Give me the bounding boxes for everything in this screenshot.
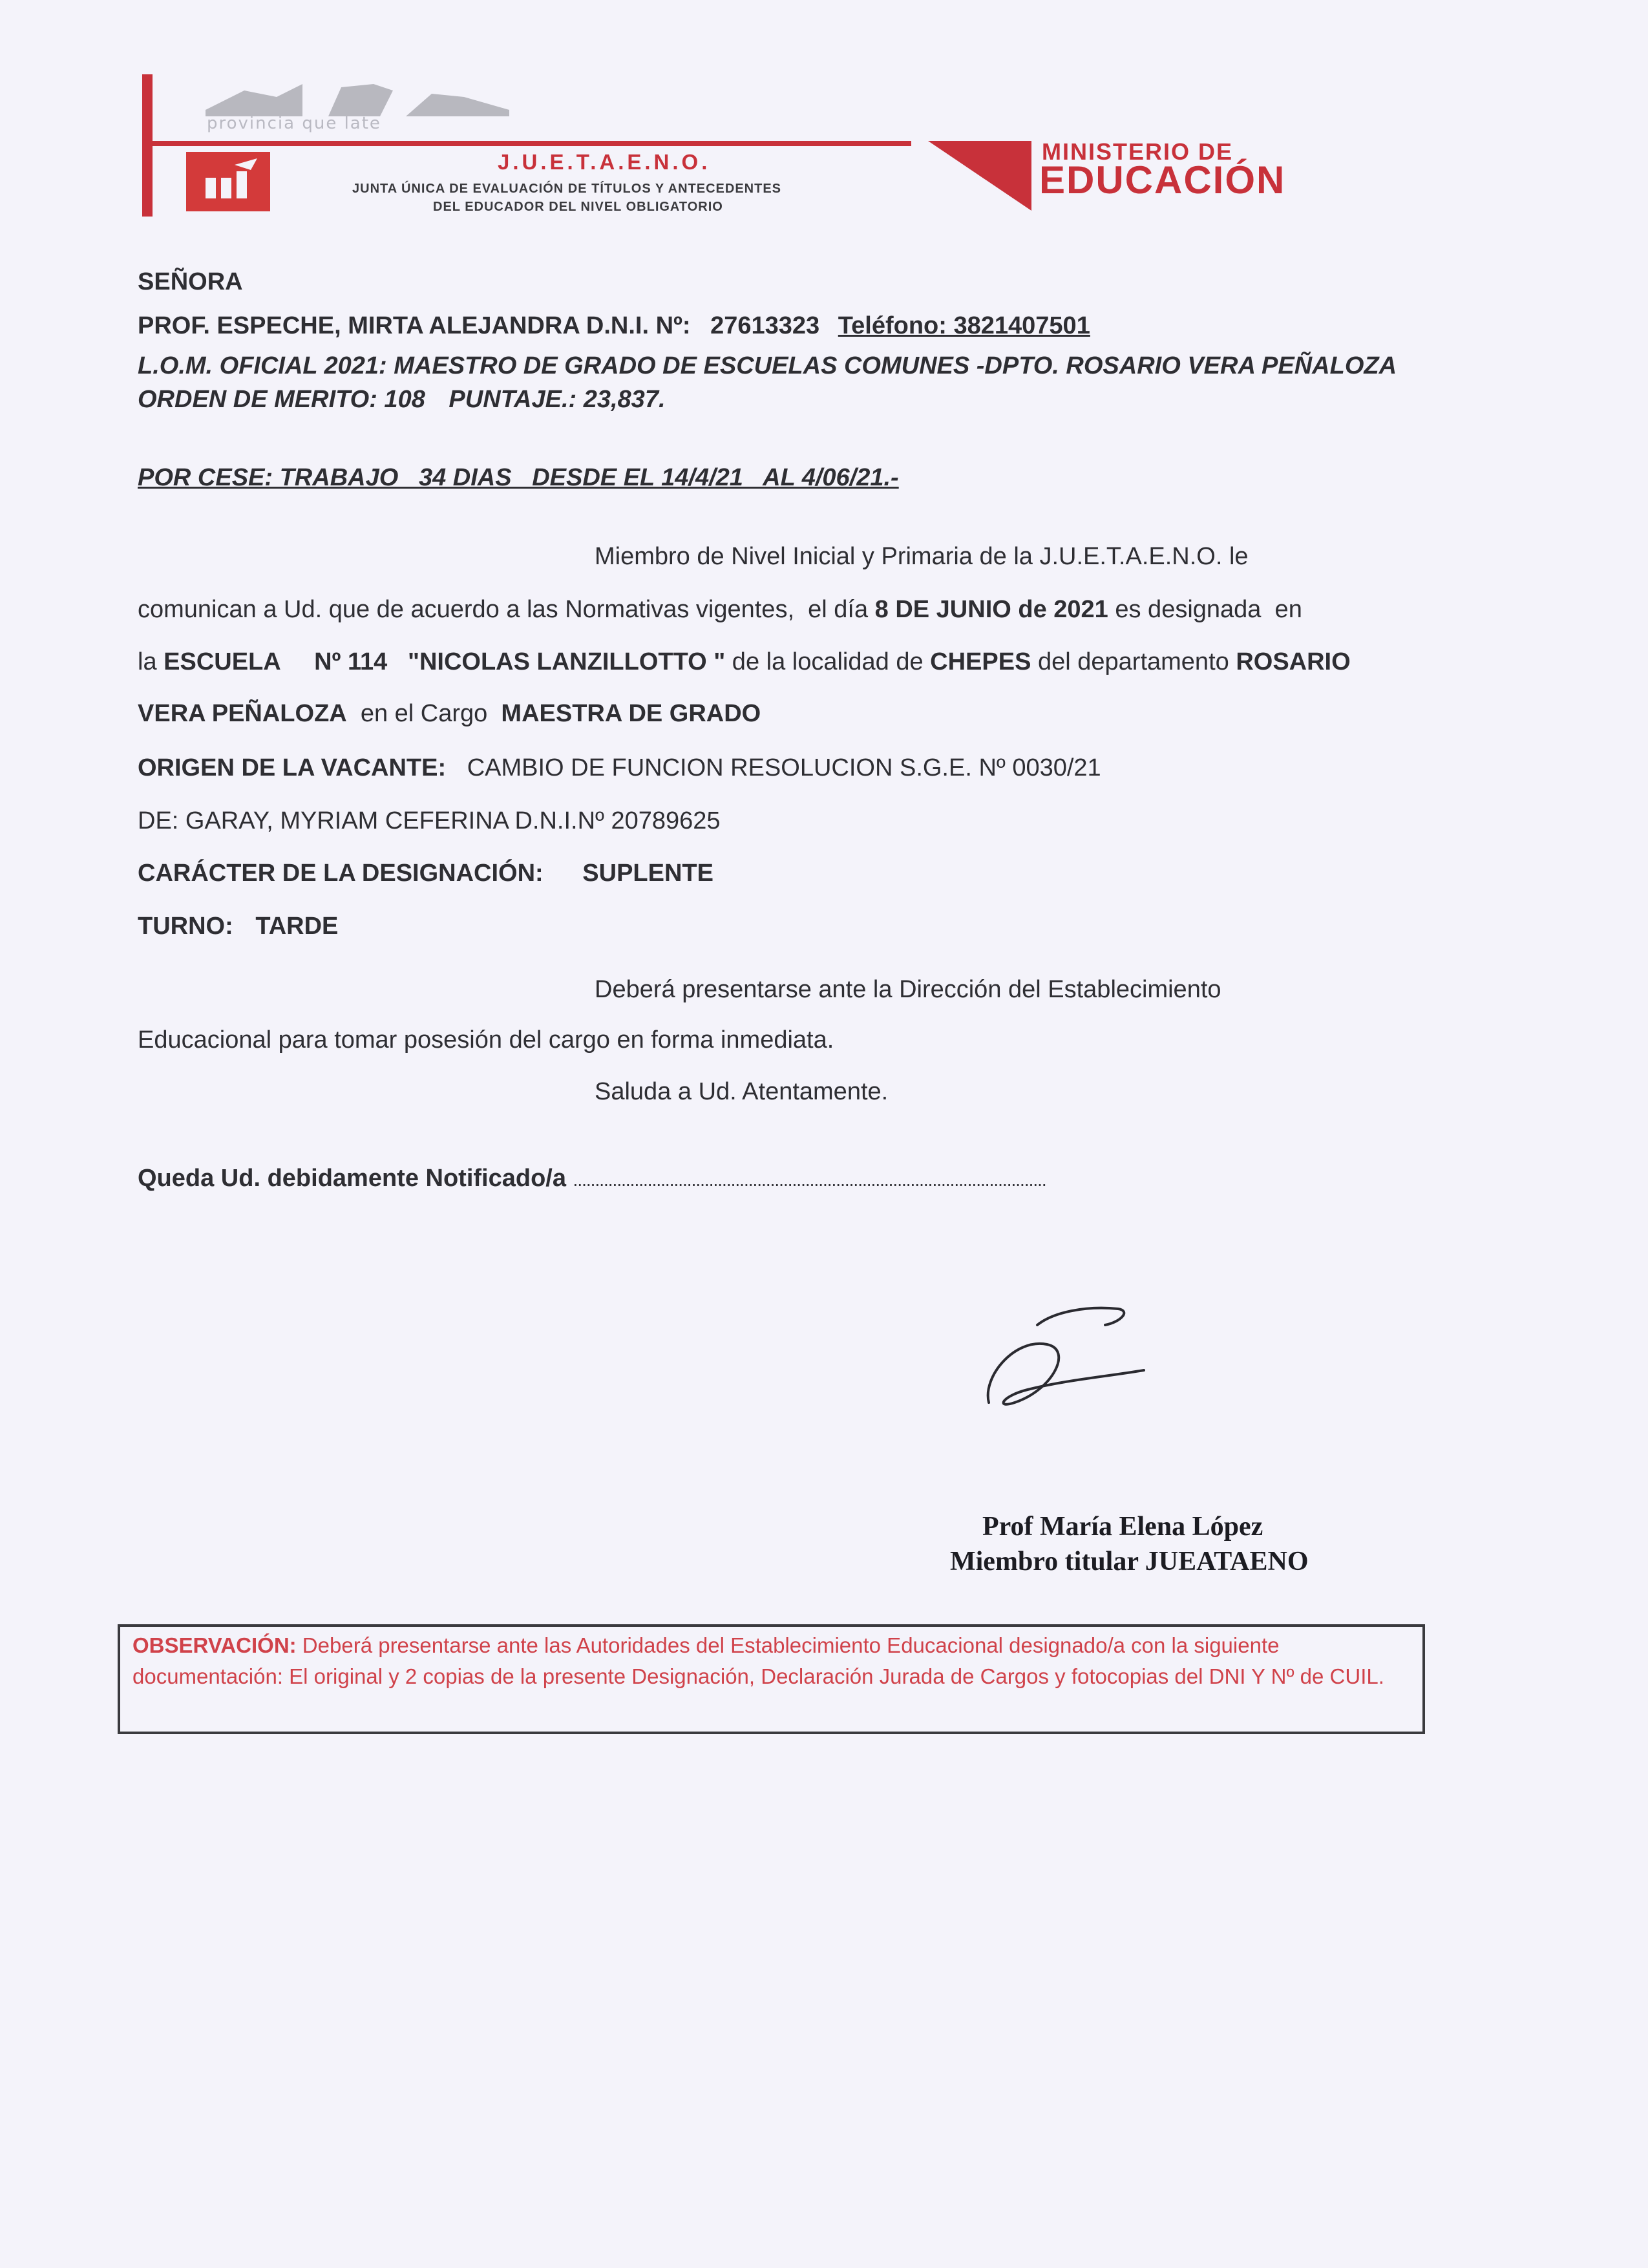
- text-segment: es designada en: [1108, 596, 1302, 623]
- vacancy-origin-line: [138, 754, 1101, 782]
- closing-greeting: Saluda a Ud. Atentamente.: [595, 1078, 889, 1105]
- ministry-title-line2: EDUCACIÓN: [1039, 158, 1286, 202]
- ministry-logo-shape: [928, 141, 1031, 211]
- paragraph2-line2: Educacional para tomar posesión del cargo en forma inmediata.: [138, 1026, 834, 1054]
- paragraph1-line4: [138, 700, 761, 728]
- paragraph1-line1: Miembro de Nivel Inicial y Primaria de la J.U.E.T.A.E.N.O. le: [595, 543, 1249, 570]
- previous-holder-line: DE: GARAY, MYRIAM CEFERINA D.N.I.Nº 20789625: [138, 807, 721, 834]
- vacancy-origin-label: ORIGEN DE LA VACANTE:: [138, 754, 447, 781]
- salutation: SEÑORA: [138, 268, 243, 295]
- lom-line: L.O.M. OFICIAL 2021: MAESTRO DE GRADO DE ESCUELAS COMUNES -DPTO. ROSARIO VERA PEÑALOZA: [138, 352, 1397, 379]
- signatory-name: Prof María Elena López: [982, 1512, 1263, 1542]
- vacancy-origin-value: CAMBIO DE FUNCION RESOLUCION S.G.E. Nº 0030/21: [467, 754, 1101, 781]
- recipient-phone: Teléfono: 3821407501: [838, 312, 1090, 339]
- observation-label: OBSERVACIÓN:: [132, 1633, 297, 1657]
- order-of-merit: ORDEN DE MERITO: 108: [138, 386, 425, 413]
- position: MAESTRA DE GRADO: [501, 700, 761, 727]
- text-segment: comunican a Ud. que de acuerdo a las Normativas vigentes, el día: [138, 596, 875, 623]
- text-segment: del departamento: [1031, 648, 1236, 675]
- text-segment: de la localidad de: [725, 648, 931, 675]
- shift-line: [138, 913, 338, 940]
- notification-label: Queda Ud. debidamente Notificado/a: [138, 1165, 566, 1192]
- recipient-dni: 27613323: [710, 312, 820, 339]
- handwritten-signature: [976, 1299, 1150, 1415]
- province-tagline: provincia que late: [207, 114, 381, 133]
- paragraph2-line1: Deberá presentarse ante la Dirección del Establecimiento: [595, 976, 1221, 1003]
- text-segment: la: [138, 648, 164, 675]
- notification-dotted-field: ............................................................................................................: [573, 1170, 1046, 1190]
- designation-character-label: CARÁCTER DE LA DESIGNACIÓN:: [138, 860, 544, 887]
- locality: CHEPES: [930, 648, 1031, 675]
- designation-character-value: SUPLENTE: [582, 860, 713, 887]
- school-name: ESCUELA Nº 114 "NICOLAS LANZILLOTTO ": [164, 648, 726, 675]
- department-cont: VERA PEÑALOZA: [138, 700, 347, 727]
- score: PUNTAJE.: 23,837.: [449, 386, 666, 413]
- notification-line: [138, 1165, 1046, 1192]
- order-score-line: [138, 386, 666, 414]
- ministry-title-line1: MINISTERIO DE: [1042, 138, 1234, 165]
- observation-body: Deberá presentarse ante las Autoridades del Establecimiento Educacional designado/a con la siguiente documentación: El original y 2 copias de la presente Designación, Declaración Jurada de Cargos y fotocopias del DNI Y Nº de CUIL.: [132, 1633, 1384, 1688]
- observation-text: [132, 1630, 1419, 1692]
- shift-label: TURNO:: [138, 913, 233, 940]
- shift-value: TARDE: [255, 913, 339, 940]
- designation-character-line: [138, 860, 713, 887]
- signatory-role: Miembro titular JUEATAENO: [950, 1547, 1309, 1576]
- recipient-name-line: [138, 312, 1090, 340]
- designation-date: 8 DE JUNIO de 2021: [874, 596, 1108, 623]
- board-name-line2: DEL EDUCADOR DEL NIVEL OBLIGATORIO: [433, 200, 723, 214]
- paragraph1-line2: [138, 596, 1302, 624]
- cessation-reason: POR CESE: TRABAJO 34 DIAS DESDE EL 14/4/21 AL 4/06/21.-: [138, 464, 899, 491]
- board-name-line1: JUNTA ÚNICA DE EVALUACIÓN DE TÍTULOS Y ANTECEDENTES: [352, 182, 782, 196]
- paragraph1-line3: [138, 648, 1351, 676]
- juetaeno-logo: [186, 152, 270, 211]
- board-acronym: J.U.E.T.A.E.N.O.: [498, 150, 711, 174]
- text-segment: en el Cargo: [346, 700, 502, 727]
- recipient-name: PROF. ESPECHE, MIRTA ALEJANDRA D.N.I. Nº:: [138, 312, 691, 339]
- department: ROSARIO: [1236, 648, 1351, 675]
- header-red-bar-horizontal: [142, 141, 911, 146]
